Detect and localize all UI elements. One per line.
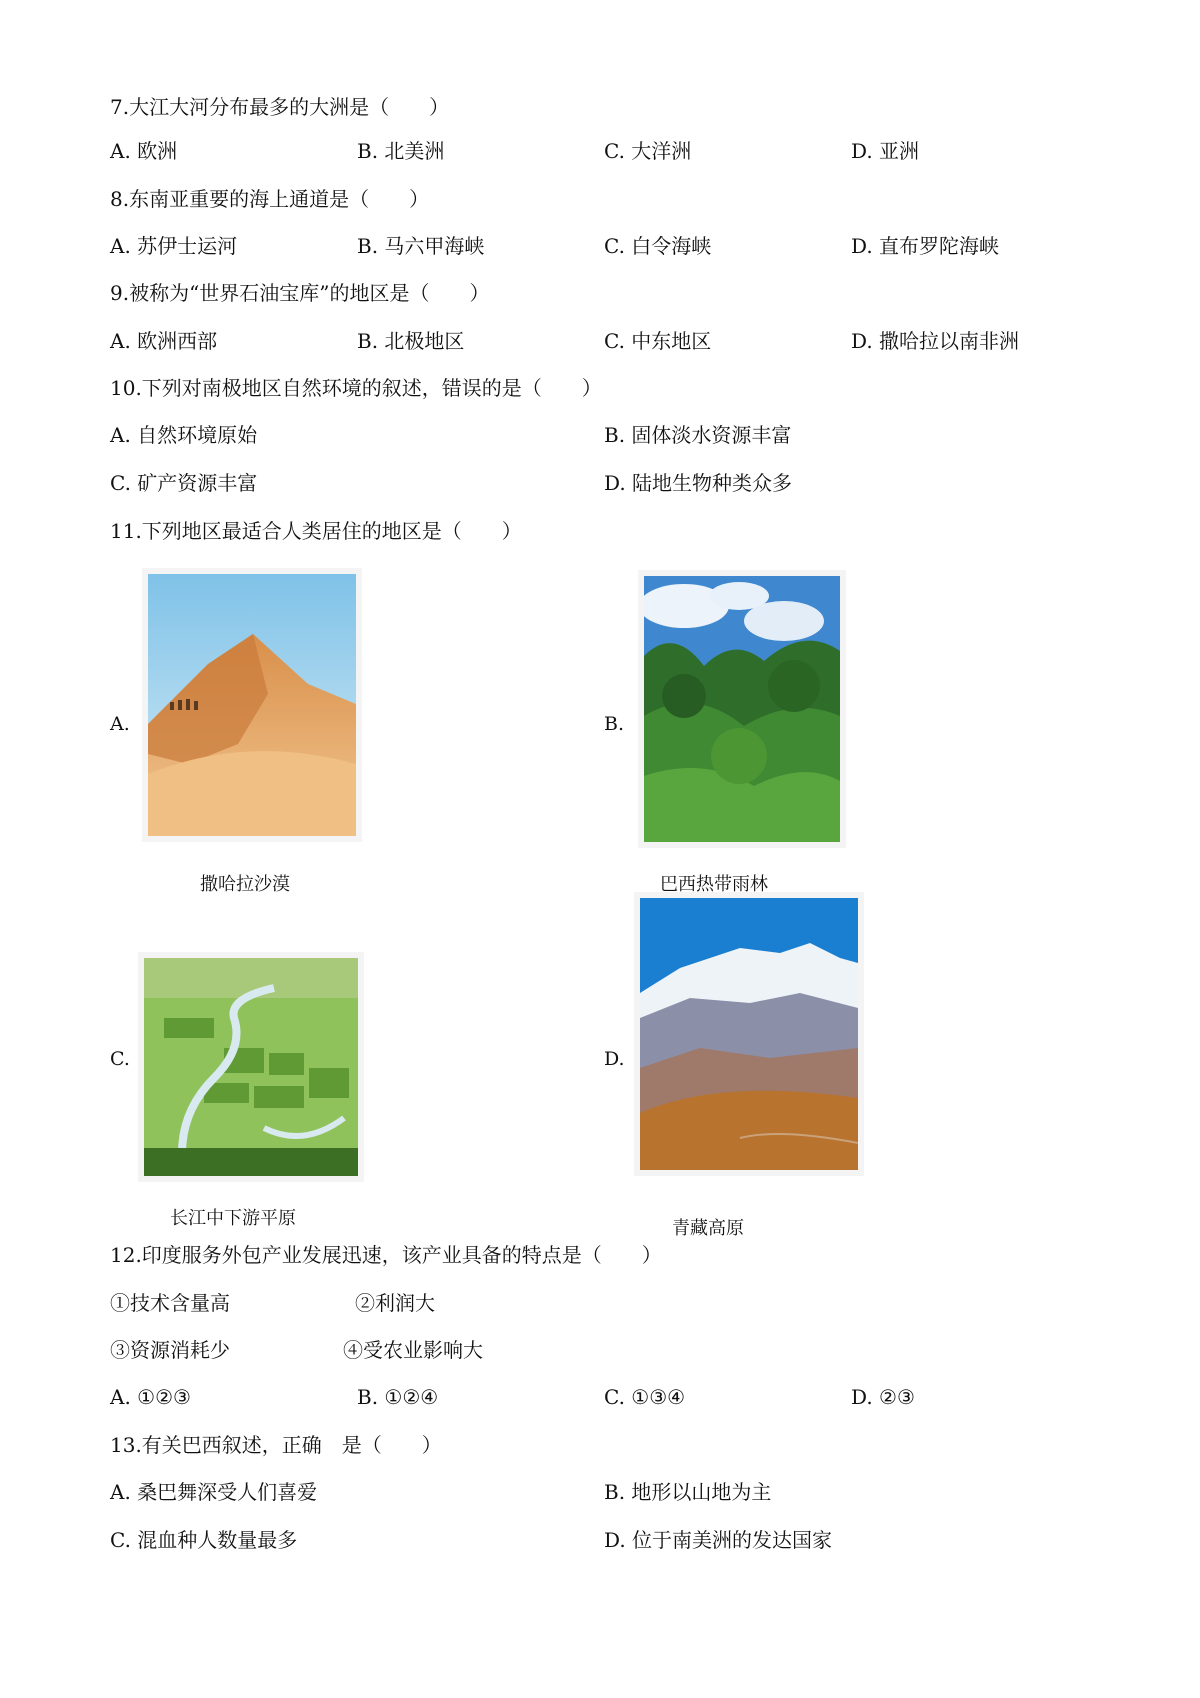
q11-option-d-caption: 青藏高原	[672, 1218, 744, 1239]
q13-option-b: B. 地形以山地为主	[604, 1480, 772, 1504]
q12-statement-2: ②利润大	[355, 1291, 435, 1315]
question-7-stem: 7.大江大河分布最多的大洲是（ ）	[110, 95, 450, 119]
q8-option-b: B. 马六甲海峡	[357, 234, 485, 258]
q13-option-a: A. 桑巴舞深受人们喜爱	[110, 1480, 318, 1504]
q12-option-b: B. ①②④	[357, 1385, 439, 1409]
question-8-stem: 8.东南亚重要的海上通道是（ ）	[110, 187, 430, 211]
yangtze-plain-image	[138, 952, 364, 1182]
q12-statement-4: ④受农业影响大	[343, 1338, 483, 1362]
q11-option-c-letter: C.	[110, 1048, 130, 1070]
q12-option-d: D. ②③	[851, 1385, 915, 1409]
q9-option-b: B. 北极地区	[357, 329, 465, 353]
question-12-stem: 12.印度服务外包产业发展迅速，该产业具备的特点是（ ）	[110, 1243, 662, 1267]
q13-option-c: C. 混血种人数量最多	[110, 1528, 298, 1552]
q9-option-d: D. 撒哈拉以南非洲	[851, 329, 1020, 353]
q8-option-d: D. 直布罗陀海峡	[851, 234, 1000, 258]
q8-option-c: C. 白令海峡	[604, 234, 712, 258]
question-10-stem: 10.下列对南极地区自然环境的叙述，错误的是（ ）	[110, 376, 602, 400]
q10-option-c: C. 矿产资源丰富	[110, 471, 258, 495]
q8-option-a: A. 苏伊士运河	[110, 234, 238, 258]
q11-option-d-letter: D.	[604, 1048, 625, 1070]
q11-option-b-caption: 巴西热带雨林	[660, 874, 768, 895]
q11-option-a-caption: 撒哈拉沙漠	[200, 874, 290, 895]
q10-option-b: B. 固体淡水资源丰富	[604, 423, 792, 447]
q11-option-b-letter: B.	[604, 713, 625, 735]
q7-option-a: A. 欧洲	[110, 139, 178, 163]
question-13-stem: 13.有关巴西叙述，正确 是（ ）	[110, 1433, 442, 1457]
q13-option-d: D. 位于南美洲的发达国家	[604, 1528, 833, 1552]
q7-option-d: D. 亚洲	[851, 139, 920, 163]
q10-option-d: D. 陆地生物种类众多	[604, 471, 793, 495]
tibet-plateau-image	[634, 892, 864, 1176]
q12-option-a: A. ①②③	[110, 1385, 191, 1409]
q12-statement-3: ③资源消耗少	[110, 1338, 230, 1362]
brazil-rainforest-image	[638, 570, 846, 848]
q7-option-c: C. 大洋洲	[604, 139, 692, 163]
q12-option-c: C. ①③④	[604, 1385, 686, 1409]
question-9-stem: 9.被称为“世界石油宝库”的地区是（ ）	[110, 281, 490, 305]
q9-option-c: C. 中东地区	[604, 329, 712, 353]
q11-option-c-caption: 长江中下游平原	[170, 1208, 296, 1229]
sahara-desert-image	[142, 568, 362, 842]
q9-option-a: A. 欧洲西部	[110, 329, 218, 353]
question-11-stem: 11.下列地区最适合人类居住的地区是（ ）	[110, 519, 522, 543]
q12-statement-1: ①技术含量高	[110, 1291, 230, 1315]
q11-option-a-letter: A.	[110, 713, 130, 735]
q10-option-a: A. 自然环境原始	[110, 423, 258, 447]
q7-option-b: B. 北美洲	[357, 139, 445, 163]
